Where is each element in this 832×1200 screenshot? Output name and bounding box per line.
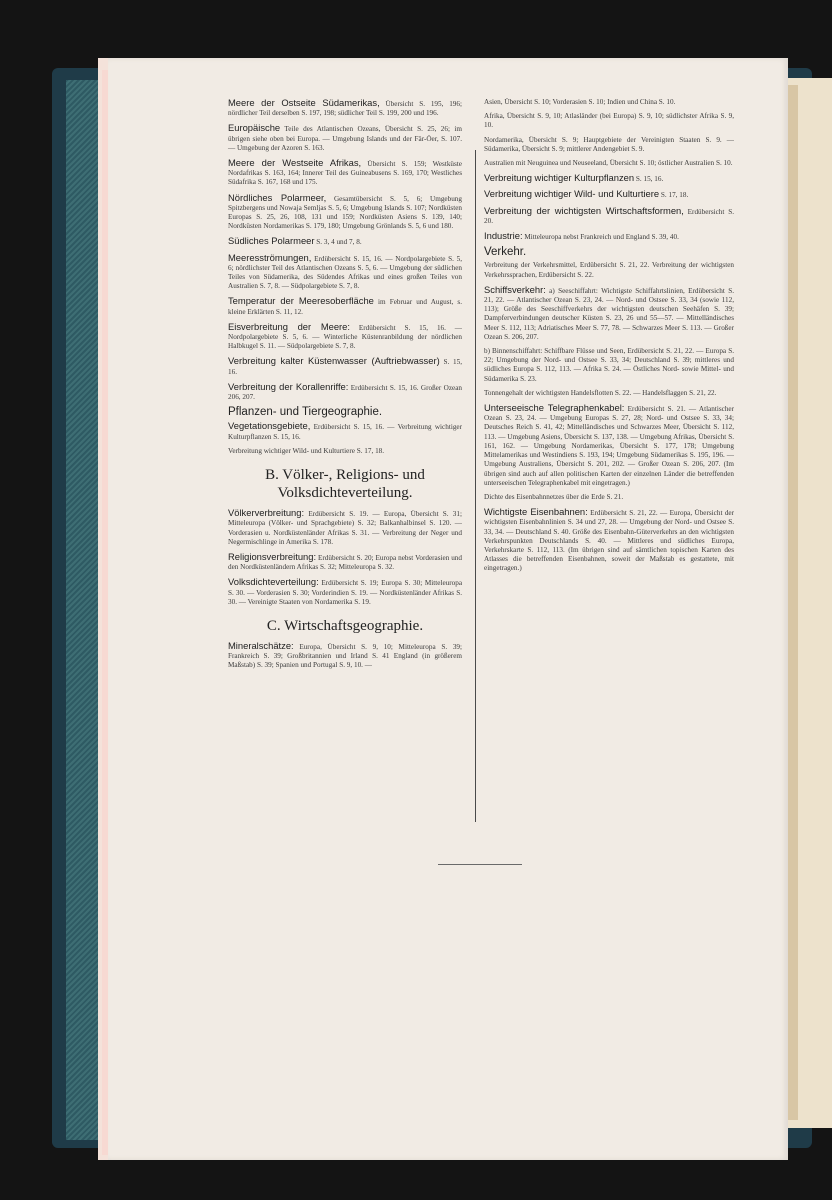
entry-body: im Februar und August, s. kleine Erklärten S. 11, 12. [228, 298, 463, 316]
entry-heading: Volksdichteverteilung: [228, 576, 319, 588]
entry-body: Verbreitung wichtiger Wild- und Kulturtiere S. 17, 18. [228, 446, 385, 455]
index-entry [228, 98, 462, 118]
entry-heading: Verbreitung der Korallenriffe: [228, 380, 349, 392]
index-entry [484, 189, 734, 200]
entry-body: Übersicht S. 195, 196; nördlicher Teil derselben S. 197, 198; südlicher Teil S. 199, 200 und 196. [228, 100, 462, 118]
c-entries [228, 641, 462, 671]
index-entry [484, 507, 734, 573]
entry-heading: Wichtigste Eisenbahnen: [484, 506, 588, 518]
plants-entries [228, 421, 462, 456]
entry-body: a) Seeschiffahrt: Wichtigste Schiffahrtslinien, Erdübersicht S. 21, 22. — Atlantischer Ozean S. 23, 24. — Nord- und Ostsee S. 33, 34 (sowie 112, 113); Größe des Seeschiffverkehrs der wichtigsten deutschen Seehäfen S. 39; Dampferverbindungen deutscher Küsten S. 23, 26 und 55—57. — Mittelländisches Meer S. 112, 113; Adriatisches Meer S. 77, 78. — Schwarzes Meer S. 113. — Großer Ozean S. 206, 207. [484, 286, 734, 341]
index-entry [228, 508, 462, 547]
column-divider [475, 150, 476, 822]
entry-heading: Meeresströmungen, [228, 251, 312, 263]
entry-heading: Temperatur der Meeresoberfläche [228, 295, 374, 307]
entry-body: Übersicht S. 159; Westküste Nordafrikas S. 163, 164; Innerer Teil des Guineabusens S. 169, 170; Westliches Südafrika S. 167, 168 und 175. [228, 160, 462, 187]
index-entry [228, 552, 462, 572]
index-entry [228, 158, 462, 188]
index-entry [484, 136, 734, 154]
entry-heading: Meere der Westseite Afrikas, [228, 157, 362, 169]
entry-heading: Mineralschätze: [228, 639, 294, 651]
entry-heading: Unterseeische Telegraphenkabel: [484, 402, 625, 414]
index-entry [228, 322, 462, 352]
entry-heading: Eisverbreitung der Meere: [228, 320, 350, 332]
entry-body: S. 15, 16. [228, 358, 463, 376]
section-c-title: C. Wirtschaftsgeographie. [266, 617, 424, 634]
index-entry [228, 193, 462, 232]
index-entry [228, 296, 462, 316]
right-entries [484, 98, 734, 242]
index-entry [484, 98, 734, 107]
entry-heading: Industrie: [484, 230, 523, 242]
index-entry [228, 577, 462, 607]
entry-body: Mitteleuropa nebst Frankreich und England S. 39, 40. [524, 233, 679, 242]
entry-body: S. 17, 18. [660, 191, 689, 200]
index-entry [484, 285, 734, 342]
entry-body: Erdübersicht S. 15, 16. Großer Ozean 206, 207. [228, 383, 463, 402]
entry-body: Erdübersicht S. 15, 16. — Nordpolargebiete S. 5, 6; nördlichster Teil des Atlantischen Ozeans S. 5, 6. — Umgebung der südlichen Teiles von Südamerika, des Südendes Afrikas und eines großen Teiles von Australien S. 7, 8. — Südpolargebiete S. 7, 8. [228, 254, 462, 291]
entry-body: Erdübersicht S. 20; Europa nebst Vorderasien und den Nordküstenländern Afrikas S. 32; Mitteleuropa S. 32. [228, 553, 462, 572]
index-entry [484, 173, 734, 184]
index-entry [228, 253, 462, 292]
index-entry [228, 421, 462, 441]
entry-body: Erdübersicht S. 15, 16. — Nordpolargebiete S. 5, 6. — Winterliche Küstenranbildung der nördlichen Halbkugel S. 11. — Südpolargebiete S. 7, 8. [228, 323, 462, 351]
entry-body: Nordamerika, Übersicht S. 9; Hauptgebiete der Vereinigten Staaten S. 9. — Südamerika, Übersicht S. 9; mittlerer Andengebiet S. 9. [484, 135, 734, 153]
entry-heading: Verbreitung der wichtigsten Wirtschaftsformen, [484, 204, 684, 216]
index-entry [228, 447, 462, 456]
entry-body: S. 3, 4 und 7, 8. [316, 238, 362, 247]
book-spine-cloth [66, 80, 100, 1140]
bottom-rule [438, 864, 522, 865]
index-entry [228, 382, 462, 402]
entry-heading: Vegetationsgebiete, [228, 420, 311, 432]
traffic-entries [484, 261, 734, 573]
entry-heading: Verbreitung kalter Küstenwasser (Auftriebwasser) [228, 355, 440, 367]
entry-body: Tonnengehalt der wichtigsten Handelsflotten S. 22. — Handelsflaggen S. 21, 22. [484, 388, 717, 397]
entry-heading: Südliches Polarmeer [228, 235, 315, 247]
left-entries [228, 98, 462, 402]
entry-heading: Verbreitung wichtiger Kulturpflanzen [484, 172, 635, 184]
index-entry [484, 493, 734, 502]
entry-body: b) Binnenschiffahrt: Schiffbare Flüsse und Seen, Erdübersicht S. 21, 22. — Europa S. 22; Umgebung der Nord- und Ostsee S. 33, 34; Deutschland S. 39; mittleres und südliches Europa S. 112, 113. — Afrika S. 24. — Östliches Nord- sowie Mittel- und Südamerika S. 23. [484, 347, 734, 383]
entry-body: Asien, Übersicht S. 10; Vorderasien S. 10; Indien und China S. 10. [484, 98, 676, 106]
b-entries [228, 508, 462, 607]
index-entry [228, 356, 462, 376]
entry-heading: Europäische [228, 122, 281, 134]
entry-body: Teile des Atlantischen Ozeans, Übersicht S. 25, 26; im übrigen siehe oben bei Europa. — Umgebung Islands und der Fär-Öer, S. 107. — Umgebung der Azoren S. 163. [228, 125, 462, 152]
index-entry [484, 159, 734, 168]
entry-body: Afrika, Übersicht S. 9, 10; Atlasländer (bei Europa) S. 9, 10; südlichster Afrika S. 9, 10. [484, 112, 734, 130]
index-entry [484, 347, 734, 384]
entry-body: Erdübersicht S. 19; Europa S. 30; Mitteleuropa S. 30. — Vorderasien S. 30; Vorderindien S. 19. — Nordküstenländer Afrikas S. 30. — Vereinigte Staaten von Nordamerika S. 19. [228, 579, 463, 606]
section-b-title: B. Völker-, Religions- und Volksdichteverteilung. [265, 467, 425, 502]
entry-body: Europa, Übersicht S. 9, 10; Mitteleuropa S. 39; Frankreich S. 39; Großbritannien und Irland S. 41 England (in größerem Maßstab) S. 39; Spanien und Portugal S. 9, 10. — [228, 642, 462, 670]
entry-heading: Verbreitung wichtiger Wild- und Kulturtiere [484, 188, 660, 200]
entry-heading: Nördliches Polarmeer, [228, 191, 327, 203]
entry-heading: Meere der Ostseite Südamerikas, [228, 97, 380, 108]
entry-body: Verbreitung der Verkehrsmittel, Erdübersicht S. 21, 22. Verbreitung der wichtigsten Verkehrssprachen, Erdübersicht S. 22. [484, 261, 734, 279]
index-entry [228, 123, 462, 153]
entry-body: Dichte des Eisenbahnnetzes über die Erde S. 21. [484, 492, 624, 501]
page-fold [102, 70, 108, 1155]
left-column [228, 98, 462, 676]
index-entry [484, 389, 734, 398]
entry-body: Australien mit Neuguinea und Neuseeland, Übersicht S. 10; östlicher Australien S. 10. [484, 159, 733, 168]
section-traffic-title: Verkehr. [484, 246, 527, 259]
entry-body: Erdübersicht S. 19. — Europa, Übersicht S. 31; Mitteleuropa (Völker- und Sprachgebiete) S. 32; Balkanhalbinsel S. 120. — Vorderasien u. Nordküstenländer Afrikas S. 31. — Verbreitung der Neger und Negermischlinge in Amerika S. 178. [228, 510, 462, 546]
right-column [484, 98, 734, 579]
entry-heading: Schiffsverkehr: [484, 283, 546, 295]
index-entry [484, 403, 734, 488]
index-entry [228, 641, 462, 671]
index-entry [484, 231, 734, 242]
index-entry [228, 236, 462, 247]
entry-body: Erdübersicht S. 21, 22. — Europa, Übersicht der wichtigsten Eisenbahnlinien S. 34 und 27, 28. — Umgebung der Nord- und Ostsee S. 33, 34. — Deutschland S. 40. Größe des Eisenbahn-Güterverkehrs an den wichtigsten Verkehrspunkten Deutschlands S. 40. — Mittleres und südliches Europa, Verkehrskarte S. 112, 113. (Im übrigen sind auf sämtlichen topischen Karten des Atlasses die betreffenden Eisenbahnen, soweit der Maßstab es gestattete, mit eingetragen.) [484, 509, 734, 573]
index-entry [484, 206, 734, 226]
entry-body: S. 15, 16. [635, 175, 664, 184]
entry-body: Erdübersicht S. 20. [484, 207, 734, 225]
entry-heading: Religionsverbreitung: [228, 550, 317, 562]
index-entry [484, 261, 734, 279]
index-entry [484, 112, 734, 130]
entry-body: Gesamtübersicht S. 5, 6; Umgebung Spitzbergens und Nowaja Semljas S. 5, 6; Umgebung Islands S. 107; Nordküsten Europas S. 25, 26, 108, 131 und 159; Nordküsten Asiens S. 139, 140; Nordküsten Nordamerikas S. 179, 180; Umgebung Grönlands S. 5, 6 und 180. [228, 194, 462, 231]
entry-body: Erdübersicht S. 15, 16. — Verbreitung wichtiger Kulturpflanzen S. 15, 16. [228, 423, 463, 441]
section-plants-title: Pflanzen- und Tiergeographie. [228, 406, 383, 419]
entry-body: Erdübersicht S. 21. — Atlantischer Ozean S. 23, 24. — Umgebung Europas S. 27, 28; Nord- und Ostsee S. 33, 34; Deutsches Reich S. 41, 42; Mittelländisches und Schwarzes Meer, Übersicht S. 112, 113. — Umgebung Asiens, Übersicht S. 137, 138. — Umgebung Afrikas, Übersicht S. 161, 162. — Umgebung Nordamerikas, Übersicht S. 177, 178; Umgebung Mittelamerikas und Westindiens S. 193, 194; Umgebung Südamerikas S. 195, 196. — Umgebung Australiens, Übersicht S. 201, 202. — Großer Ozean S. 206, 207. (Im übrigen sind auch auf allen politischen Karten der einzelnen Länder die betreffenden unterseeischen Telegraphenkabel mit eingetragen.) [484, 405, 735, 487]
entry-heading: Völkerverbreitung: [228, 507, 305, 519]
